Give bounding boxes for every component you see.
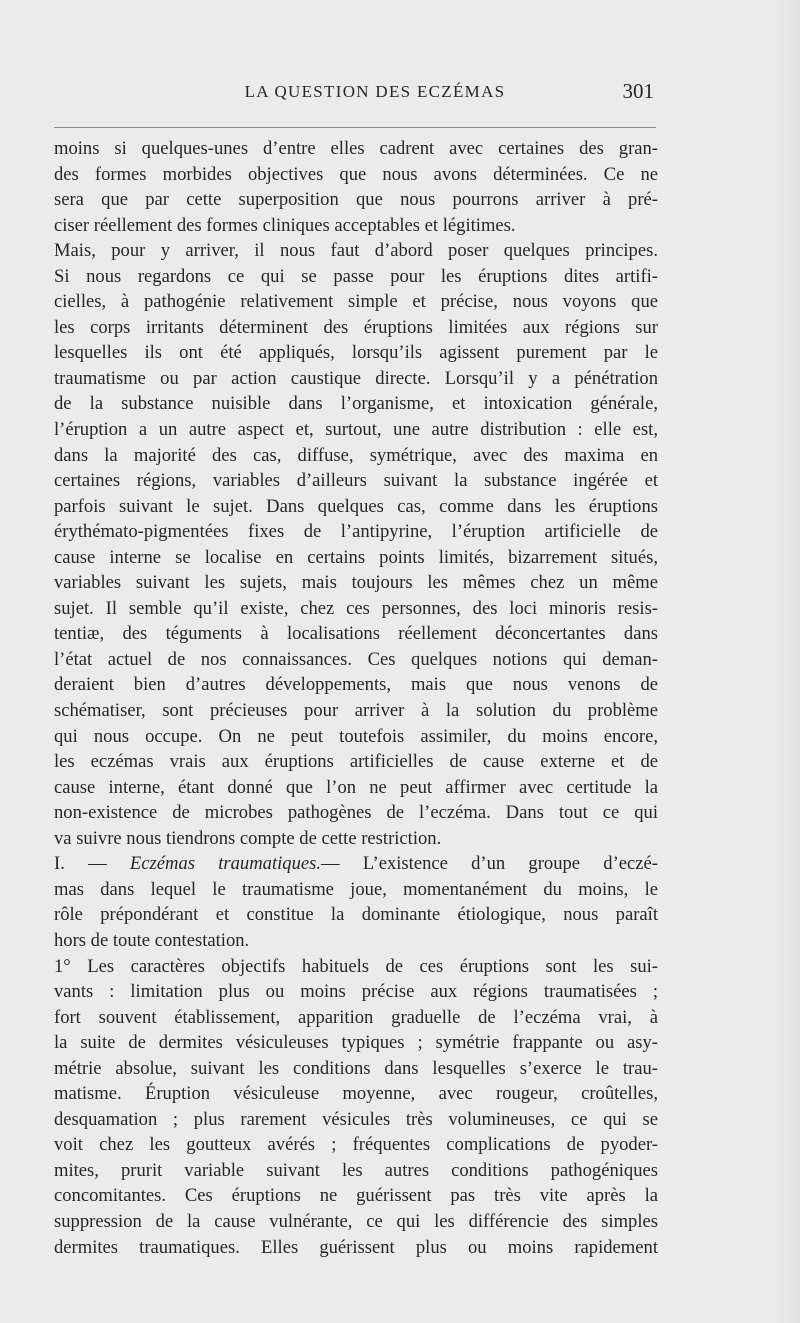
text-line: tentiæ, des téguments à localisations réellement déconcertantes dans — [54, 623, 658, 645]
text-line: parfois suivant le sujet. Dans quelques cas, comme dans les éruptions — [54, 495, 658, 517]
running-title: LA QUESTION DES ECZÉMAS — [244, 82, 506, 101]
body-text — [54, 136, 658, 1260]
text-line: voit chez les goutteux avérés ; fréquentes complications de pyoder- — [54, 1134, 658, 1156]
text-line: dermites traumatiques. Elles guérissent plus ou moins rapidement — [54, 1236, 658, 1258]
text-line: rôle prépondérant et constitue la dominante étiologique, nous paraît — [54, 904, 658, 926]
text-line: deraient bien d’autres développements, mais que nous venons de — [54, 674, 658, 696]
text-line: schématiser, sont précieuses pour arriver à la solution du problème — [54, 700, 658, 722]
text-line: l’éruption a un autre aspect et, surtout, une autre distribution : elle est, — [54, 419, 658, 441]
text-line: suppression de la cause vulnérante, ce qui les différencie des simples — [54, 1210, 658, 1232]
page-edge-shadow — [772, 0, 800, 1323]
text-line: moins si quelques-unes d’entre elles cadrent avec certaines des gran- — [54, 138, 658, 159]
text-line: fort souvent établissement, apparition graduelle de l’eczéma vrai, à — [54, 1006, 658, 1028]
text-line: des formes morbides objectives que nous avons déterminées. Ce ne — [54, 163, 658, 185]
text-line: concomitantes. Ces éruptions ne guérissent pas très vite après la — [54, 1185, 658, 1207]
text-line: sera que par cette superposition que nous pourrons arriver à pré- — [54, 189, 658, 211]
paragraph-end-line: ciser réellement des formes cliniques acceptables et légitimes. — [54, 214, 516, 236]
text-line: de la substance nuisible dans l’organisme, et intoxication générale, — [54, 393, 658, 415]
text-line: qui nous occupe. On ne peut toutefois assimiler, du moins encore, — [54, 725, 658, 747]
text-line: cielles, à pathogénie relativement simple et précise, nous voyons que — [54, 291, 658, 313]
text-line: desquamation ; plus rarement vésicules très volumineuses, ce qui se — [54, 1108, 658, 1130]
text-line: Mais, pour y arriver, il nous faut d’abord poser quelques principes. — [54, 240, 658, 262]
section-text: L’existence d’un groupe d’eczé- — [362, 853, 658, 875]
text-line: métrie absolue, suivant les conditions dans lesquelles s’exerce le trau- — [54, 1057, 658, 1079]
text-line: dans la majorité des cas, diffuse, symétrique, avec des maxima en — [54, 444, 658, 466]
text-line: les corps irritants déterminent des éruptions limitées aux régions sur — [54, 316, 658, 338]
text-line: traumatisme ou par action caustique directe. Lorsqu’il y a pénétration — [54, 367, 658, 389]
paragraph-end-line: va suivre nous tiendrons compte de cette restriction. — [54, 827, 442, 849]
text-line: Si nous regardons ce qui se passe pour les éruptions dites artifi- — [54, 265, 658, 287]
text-line: cause interne, étant donné que l’on ne peut affirmer avec certitude la — [54, 776, 658, 798]
text-line: cause interne se localise en certains points limités, bizarrement situés, — [54, 546, 658, 568]
text-line: mas dans lequel le traumatisme joue, momentanément du moins, le — [54, 878, 658, 900]
paragraph-end-line: hors de toute contestation. — [54, 929, 250, 951]
text-line: matisme. Éruption vésiculeuse moyenne, avec rougeur, croûtelles, — [54, 1083, 658, 1105]
text-line: vants : limitation plus ou moins précise aux régions traumatisées ; — [54, 981, 658, 1003]
text-line: les eczémas vrais aux éruptions artificielles de cause externe et de — [54, 751, 658, 773]
text-line: 1° Les caractères objectifs habituels de ces éruptions sont les sui- — [54, 955, 658, 977]
section-number: I. — — [54, 853, 107, 875]
section-dash: — — [321, 853, 340, 875]
text-line: mites, prurit variable suivant les autres conditions pathogéniques — [54, 1159, 658, 1181]
text-line: érythémato-pigmentées fixes de l’antipyrine, l’éruption artificielle de — [54, 521, 658, 543]
text-line: l’état actuel de nos connaissances. Ces quelques notions qui deman- — [54, 648, 658, 670]
text-line: sujet. Il semble qu’il existe, chez ces personnes, des loci minoris resis- — [54, 597, 658, 619]
text-line: variables suivant les sujets, mais toujours les mêmes chez un même — [54, 572, 658, 594]
section-heading-line — [54, 851, 658, 877]
page-header — [54, 79, 656, 110]
header-rule — [54, 127, 656, 128]
text-line: lesquelles ils ont été appliqués, lorsqu’ils agissent purement par le — [54, 342, 658, 364]
text-line: certaines régions, variables d’ailleurs suivant la substance ingérée et — [54, 470, 658, 492]
section-title: Eczémas traumatiques. — [129, 853, 322, 875]
page-number: 301 — [622, 79, 654, 103]
text-line: la suite de dermites vésiculeuses typiques ; symétrie frappante ou asy- — [54, 1032, 658, 1054]
text-line: non-existence de microbes pathogènes de l’eczéma. Dans tout ce qui — [54, 802, 658, 824]
